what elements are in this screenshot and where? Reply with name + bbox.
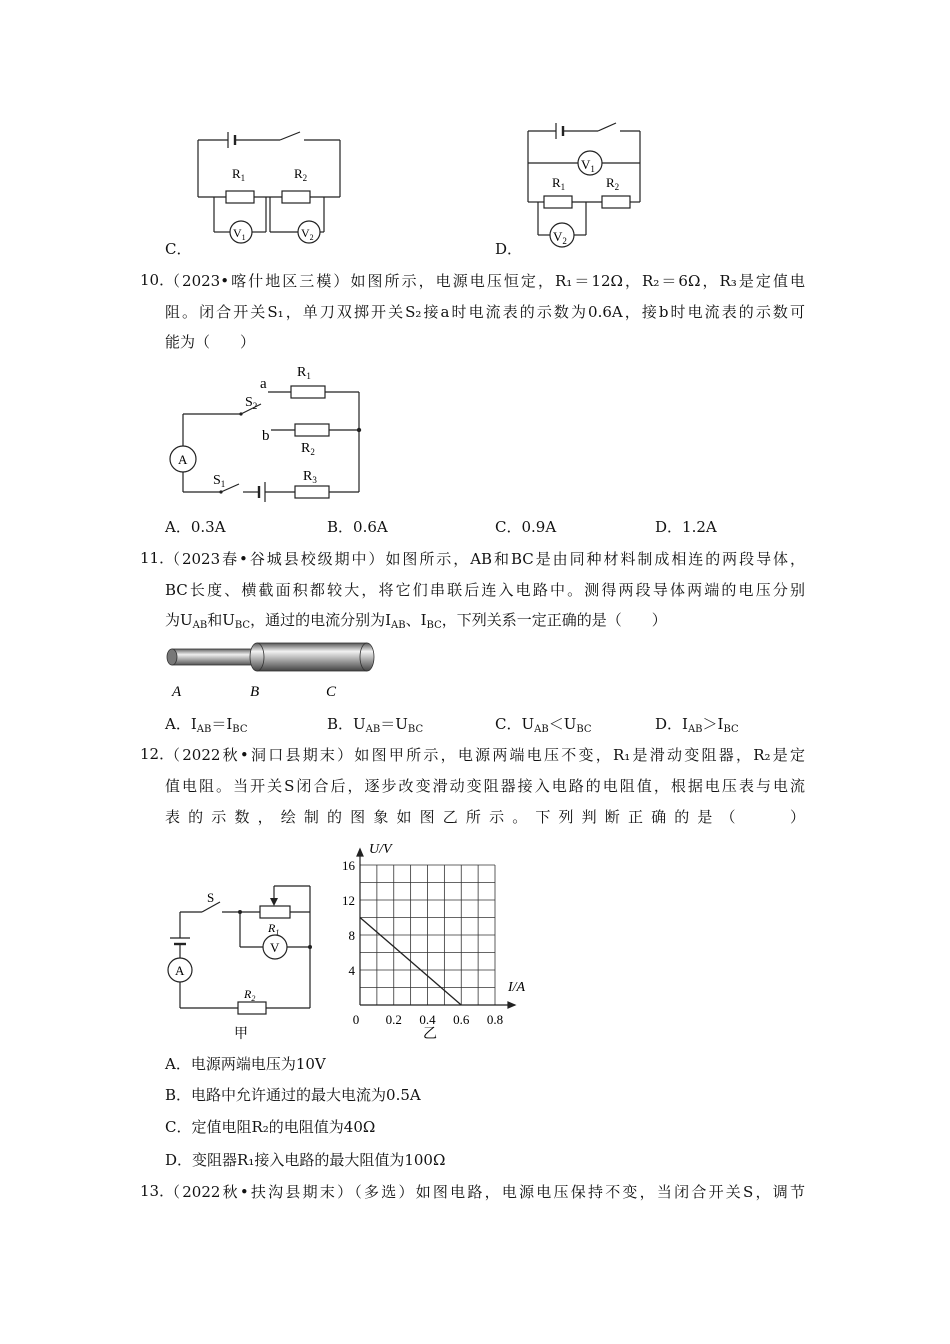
q11-text-line-2: BC长度、横截面积都较大，将它们串联后连入电路中。测得两段导体两端的电压分别 (165, 581, 805, 599)
y-tick-label: 4 (348, 963, 355, 978)
caption-yi: 乙 (423, 1027, 437, 1042)
label-s: S (207, 890, 215, 905)
x-tick-label: 0.4 (419, 1012, 436, 1027)
label-v1: $V_1$ (581, 157, 595, 174)
y-tick-label: 16 (342, 858, 355, 873)
q11-number: 11． (140, 549, 175, 567)
label-v1: $V_1$ (233, 226, 246, 242)
q10-option-c: C．0.9A (495, 518, 557, 536)
y-axis-label: U/V (369, 842, 392, 857)
q10-text-line-2: 阻。闭合开关S₁，单刀双掷开关S₂接a时电流表的示数为0.6A，接b时电流表的示数可 (165, 303, 805, 321)
q12-option-a: A．电源两端电压为10V (165, 1055, 326, 1073)
label-r1: $R_1$ (268, 921, 280, 937)
q12-option-b: B．电路中允许通过的最大电流为0.5A (165, 1086, 421, 1104)
label-r2: $R_2$ (244, 987, 256, 1003)
ammeter-label: A (178, 452, 188, 467)
q12-number: 12． (140, 745, 175, 763)
label-v2: $V_2$ (301, 226, 314, 242)
label-v2: $V_2$ (553, 229, 567, 246)
q10-text-line-3: 能为（ ） (165, 333, 256, 351)
q10-option-a: A．0.3A (165, 518, 226, 536)
q12-text-line-2: 值电阻。当开关S闭合后，逐步改变滑动变阻器接入电路的电阻值，根据电压表与电流 (165, 777, 805, 795)
q11-option-c: C．$U_{AB}<U_{BC}$ (495, 715, 592, 735)
q9-option-c-label: C． (165, 240, 192, 258)
label-a: A (172, 684, 182, 700)
q11-text-line-3: 为$U_{AB}$和$U_{BC}$，通过的电流分别为$I_{AB}$、$I_{BC}$，下列关系一定正确的是（ ） (165, 611, 667, 631)
q10-circuit (165, 358, 375, 503)
q11-text-line-1: （2023春•谷城县校级期中）如图所示，AB和BC是由同种材料制成相连的两段导体， (165, 550, 805, 568)
q11-conductor-figure (162, 636, 382, 704)
label-r1: $R_1$ (232, 166, 246, 183)
label-a: a (260, 376, 267, 392)
q10-text-line-1: （2023•喀什地区三模）如图所示，电源电压恒定，R₁＝12Ω，R₂＝6Ω，R₃是定值电 (165, 272, 805, 290)
q9-option-d-label: D． (495, 240, 523, 258)
label-c: C (326, 684, 337, 700)
label-s1: $S_1$ (213, 473, 226, 489)
label-r2: $R_2$ (606, 175, 620, 192)
caption-jia: 甲 (234, 1027, 248, 1042)
q9-circuit-d (520, 115, 650, 250)
y-axis-arrow (357, 849, 363, 856)
ammeter-label: A (175, 963, 185, 978)
x-axis-label: I/A (508, 980, 526, 995)
q13-number: 13． (140, 1182, 175, 1200)
x-tick-label: 0.8 (486, 1012, 504, 1027)
q9-circuit-c (190, 120, 350, 250)
x-tick-label: 0.2 (385, 1012, 402, 1027)
q12-option-d: D．变阻器R₁接入电路的最大阻值为100Ω (165, 1151, 446, 1169)
label-b: B (250, 684, 260, 700)
label-r2: $R_2$ (301, 441, 315, 457)
q10-number: 10． (140, 271, 175, 289)
x-axis-arrow (508, 1002, 515, 1008)
q12-graph-yi (335, 835, 535, 1045)
q12-circuit-jia (160, 880, 330, 1045)
x-tick-label: 0 (352, 1012, 360, 1027)
q10-option-d: D．1.2A (655, 518, 717, 536)
q10-option-b: B．0.6A (327, 518, 388, 536)
q13-text-line-1: （2022秋•扶沟县期末）（多选）如图电路，电源电压保持不变，当闭合开关S，调节 (165, 1183, 805, 1201)
q12-option-c: C．定值电阻R₂的电阻值为40Ω (165, 1118, 376, 1136)
label-b: b (262, 428, 270, 444)
q12-text-line-3: 表的示数，绘制的图象如图乙所示。下列判断正确的是（ ） (165, 808, 805, 826)
voltmeter-label: V (270, 940, 280, 955)
q12-text-line-1: （2022秋•洞口县期末）如图甲所示，电源两端电压不变，R₁是滑动变阻器，R₂是定 (165, 746, 805, 764)
label-r3: $R_3$ (303, 469, 317, 485)
label-r2: $R_2$ (294, 166, 308, 183)
q11-option-a: A．$I_{AB}=I_{BC}$ (165, 715, 248, 735)
label-r1: $R_1$ (297, 365, 311, 381)
label-r1: $R_1$ (552, 175, 566, 192)
label-s2: $S_2$ (245, 395, 258, 411)
y-tick-label: 12 (342, 893, 355, 908)
q11-option-b: B．$U_{AB}=U_{BC}$ (327, 715, 424, 735)
y-tick-label: 8 (348, 928, 355, 943)
q11-option-d: D．$I_{AB}>I_{BC}$ (655, 715, 739, 735)
x-tick-label: 0.6 (453, 1012, 470, 1027)
